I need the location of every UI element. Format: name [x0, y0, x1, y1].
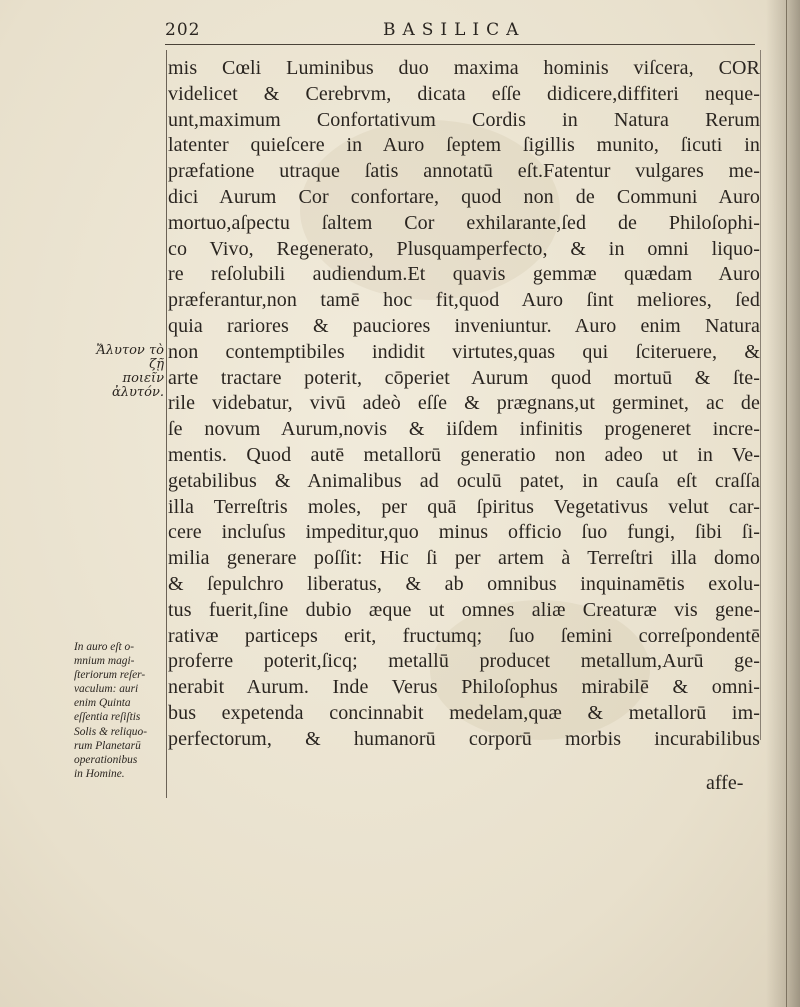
margin-greek-line: Ἄλυτον τὸ ζῇ — [96, 343, 164, 372]
margin-note-line: In auro eſt o- — [74, 641, 135, 653]
margin-greek-line: ποιεῖν ἀλυτόν. — [112, 371, 164, 400]
text-line: milia generare poſſit: Hic ſi per artem à Terreſtri illa domo — [168, 547, 760, 570]
text-line: arte tractare poterit, cōperiet Aurum quod mortuū & ſte- — [168, 366, 760, 389]
page-header — [165, 20, 755, 44]
text-line: unt,maximum Confortativum Cordis in Natura Rerum — [168, 108, 760, 131]
text-line: latenter quieſcere in Auro ſeptem ſigillis munito, ſicuti in — [168, 134, 760, 157]
margin-note-line: in Homine. — [74, 767, 125, 780]
text-line: præferantur,non tamē hoc fit,quod Auro ſint meliores, ſed — [168, 289, 760, 312]
margin-note-line: rum Planetarū — [74, 739, 141, 752]
margin-note-line: operationibus — [74, 753, 138, 766]
text-line: illa Terreſtris moles, per quā ſpiritus Vegetativus velut car- — [168, 495, 760, 518]
margin-greek-note — [86, 344, 164, 400]
text-column-left-rule — [166, 50, 167, 798]
text-line: & ſepulchro liberatus, & ab omnibus inquinamētis exolu- — [168, 572, 760, 595]
margin-note-line: mnium magi- — [74, 655, 135, 668]
text-line: mentis. Quod autē metallorū generatio non adeo ut in Ve- — [168, 443, 760, 466]
running-title: BASILICA — [383, 20, 526, 40]
catchword: affe- — [706, 772, 744, 794]
text-line: perfectorum, & humanorū corporū morbis incurabilibus — [168, 727, 760, 750]
margin-note-line: ſteriorum reſer- — [74, 669, 146, 682]
margin-note-line: enim Quinta — [74, 697, 131, 710]
margin-note-line: eſſentia reſiſtis — [74, 711, 141, 724]
text-line: rile videbatur, vivū adeò eſſe & prægnans,ut germinet, ac de — [168, 392, 760, 415]
text-line: nerabit Aurum. Inde Verus Philoſophus mirabilē & omni- — [168, 676, 760, 699]
text-line: ſe novum Aurum,novis & iiſdem infinitis progeneret incre- — [168, 418, 760, 441]
margin-note — [74, 640, 162, 781]
text-line: tus fuerit,ſine dubio æque ut omnes aliæ Creaturæ vis gene- — [168, 598, 760, 621]
page-number: 202 — [165, 20, 201, 40]
text-line: bus expetenda concinnabit medelam,quæ & metallorū im- — [168, 701, 760, 724]
text-line: non contemptibiles indidit virtutes,quas qui ſciteruere, & — [168, 340, 760, 363]
text-line: quia rariores & pauciores inveniuntur. Auro enim Natura — [168, 314, 760, 337]
header-rule — [165, 44, 755, 45]
text-line: proferre poterit,ſicq; metallū producet metallum,Aurū ge- — [168, 650, 760, 673]
margin-note-line: vaculum: auri — [74, 683, 139, 696]
text-line: re reſolubili audiendum.Et quavis gemmæ quædam Auro — [168, 263, 760, 286]
text-line: præfatione utraque ſatis annotatū eſt.Fatentur vulgares me- — [168, 160, 760, 183]
main-text-block — [168, 56, 760, 753]
text-line: co Vivo, Regenerato, Plusquamperfecto, & in omni liquo- — [168, 237, 760, 260]
text-line: rativæ particeps erit, fructumq; ſuo ſemini correſpondentē — [168, 624, 760, 647]
page-edge-shadow — [766, 0, 800, 1007]
text-column-right-rule — [760, 50, 761, 740]
text-line: mis Cœli Luminibus duo maxima hominis viſcera, COR — [168, 57, 760, 79]
text-line: dici Aurum Cor confortare, quod non de Communi Auro — [168, 185, 760, 208]
text-line: getabilibus & Animalibus ad oculū patet, in cauſa eſt craſſa — [168, 469, 760, 492]
text-line: mortuo,aſpectu ſaltem Cor exhilarante,ſed de Philoſophi- — [168, 211, 760, 234]
text-line: videlicet & Cerebrvm, dicata eſſe didicere,diffiteri neque- — [168, 82, 760, 105]
margin-note-line: Solis & reliquo- — [74, 725, 147, 738]
text-line: cere incluſus impeditur,quo minus officio ſuo fungi, ſibi ſi- — [168, 521, 760, 544]
